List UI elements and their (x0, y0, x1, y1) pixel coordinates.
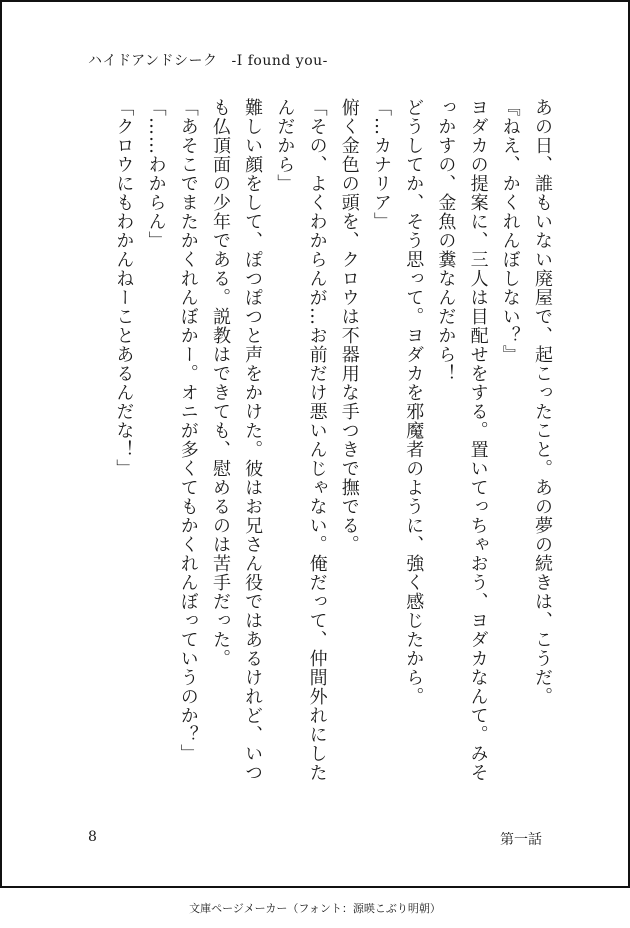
paragraph: 「クロウにもわかんねーことあるんだな！」 (113, 98, 135, 478)
book-title: ハイドアンドシーク (88, 53, 218, 69)
paragraph: どうしてか、そう思って。ヨダカを邪魔者のように、強く感じたから。 (403, 98, 425, 706)
running-head (88, 50, 328, 70)
book-subtitle: ‐I found you‐ (231, 53, 328, 69)
chapter-label: 第一話 (500, 832, 542, 848)
paragraph: 「……わからん」 (145, 98, 167, 250)
generator-caption: 文庫ページメーカー（フォント：源暎こぶり明朝） (189, 902, 441, 915)
paragraph: 俯く金色の頭を、クロウは不器用な手つきで撫でる。 (338, 98, 360, 554)
paragraph: 「その、よくわからんが…お前だけ悪いんじゃない。俺だって、仲間外れにしたんだから」 (274, 98, 328, 782)
paragraph: 『ねえ、かくれんぼしない？』 (499, 98, 521, 364)
paragraph: ヨダカの提案に、三人は目配せをする。置いてっちゃおう、ヨダカなんて。みそっかすの、金魚の糞なんだから！ (435, 98, 489, 782)
paragraph: 「あそこでまたかくれんぼかー。オニが多くてもかくれんぼっていうのか？」 (177, 98, 199, 763)
page-number: 8 (88, 829, 97, 845)
paragraph: あの日、誰もいない廃屋で、起こったこと。あの夢の続きは、こうだ。 (532, 98, 553, 706)
vertical-body-text (107, 98, 558, 798)
paragraph: 難しい顔をして、ぽつぽつと声をかけた。彼はお兄さん役ではあるけれど、いつも仏頂面の少年である。説教はできても、慰めるのは苦手だった。 (209, 98, 264, 782)
paragraph: 「…カナリア」 (370, 98, 392, 231)
